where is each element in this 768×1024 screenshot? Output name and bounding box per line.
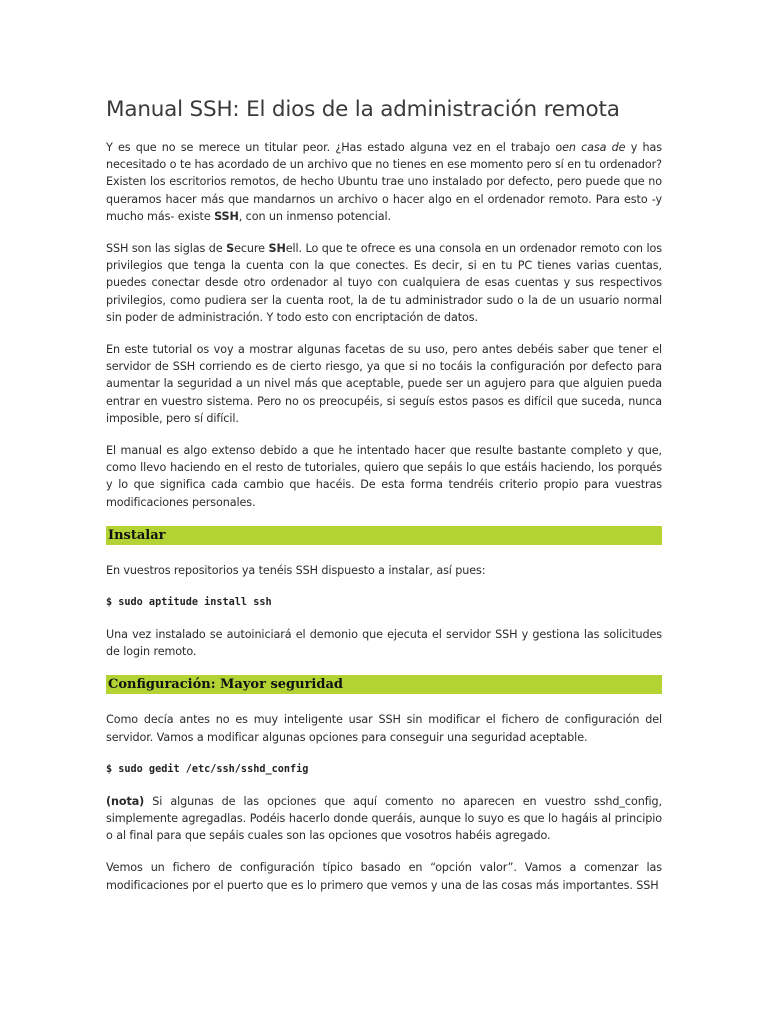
intro-paragraph: Y es que no se merece un titular peor. ¿Has estado alguna vez en el trabajo oen casa de y has necesitado o te has acordado de un archivo que no tienes en ese momento pero sí en tu ordenador? Existen los escritorios remotos, de hecho Ubuntu trae uno instalado por defecto, pero puede que no queramos hacer más que mandarnos un archivo o hacer algo en el ordenador remoto. Para esto -y mucho más- existe SSH, con un inmenso potencial. — [106, 141, 662, 223]
install-command: $ sudo aptitude install ssh — [106, 597, 272, 609]
ssh-bold: SSH — [214, 209, 239, 223]
section-heading-install: Instalar — [106, 526, 662, 545]
note-paragraph: (nota) Si algunas de las opciones que aquí comento no aparecen en vuestro sshd_config, simplemente agregadlas. Podéis hacerlo donde queráis, aunque lo suyo es que lo hagáis al principio o al final para que sepáis cuales son las opciones que vosotros habéis agregado. — [106, 794, 662, 843]
install-followup-paragraph: Una vez instalado se autoiniciará el demonio que ejecuta el servidor SSH y gestiona las solicitudes de login remoto. — [106, 628, 662, 659]
install-paragraph: En vuestros repositorios ya tenéis SSH dispuesto a instalar, así pues: — [106, 563, 486, 577]
config-paragraph: Como decía antes no es muy inteligente usar SSH sin modificar el fichero de configuración del servidor. Vamos a modificar algunas opciones para conseguir una seguridad aceptable. — [106, 713, 662, 744]
italic-phrase: en casa de — [562, 141, 626, 154]
config-file-paragraph: Vemos un fichero de configuración típico basado en “opción valor”. Vamos a comenzar las modificaciones por el puerto que es lo primero que vemos y una de las cosas más importantes. SSH — [106, 861, 662, 892]
note-label: (nota) — [106, 794, 145, 808]
secure-initial: S — [226, 242, 235, 256]
shell-initials: SH — [268, 242, 286, 256]
page-title: Manual SSH: El dios de la administración remota — [106, 97, 620, 122]
config-command: $ sudo gedit /etc/ssh/sshd_config — [106, 763, 309, 775]
risk-paragraph: En este tutorial os voy a mostrar algunas facetas de su uso, pero antes debéis saber que tener el servidor de SSH corriendo es de cierto riesgo, ya que si no tocáis la configuración por defecto para aumentar la seguridad a un nivel más que aceptable, puede ser un agujero para que alguien pueda entrar en vuestro sistema. Pero no os preocupéis, si seguís estos pasos es difícil que suceda, nunca imposible, pero sí difícil. — [106, 343, 662, 425]
manual-paragraph: El manual es algo extenso debido a que he intentado hacer que resulte bastante completo y que, como llevo haciendo en el resto de tutoriales, quiero que sepáis lo que estáis haciendo, los porqués y lo que significa cada cambio que hacéis. De esta forma tendréis criterio propio para vuestras modificaciones personales. — [106, 444, 662, 509]
ssh-definition-paragraph: SSH son las siglas de Secure SHell. Lo que te ofrece es una consola en un ordenador remoto con los privilegios que tenga la cuenta con la que conectes. Es decir, si en tu PC tienes varias cuentas, puedes conectar desde otro ordenador al tuyo con cualquiera de esas cuentas y sus respectivos privilegios, como pudiera ser la cuenta root, la de tu administrador sudo o la de un usuario normal sin poder de administración. Y todo esto con encriptación de datos. — [106, 242, 662, 324]
section-heading-config: Configuración: Mayor seguridad — [106, 675, 662, 694]
